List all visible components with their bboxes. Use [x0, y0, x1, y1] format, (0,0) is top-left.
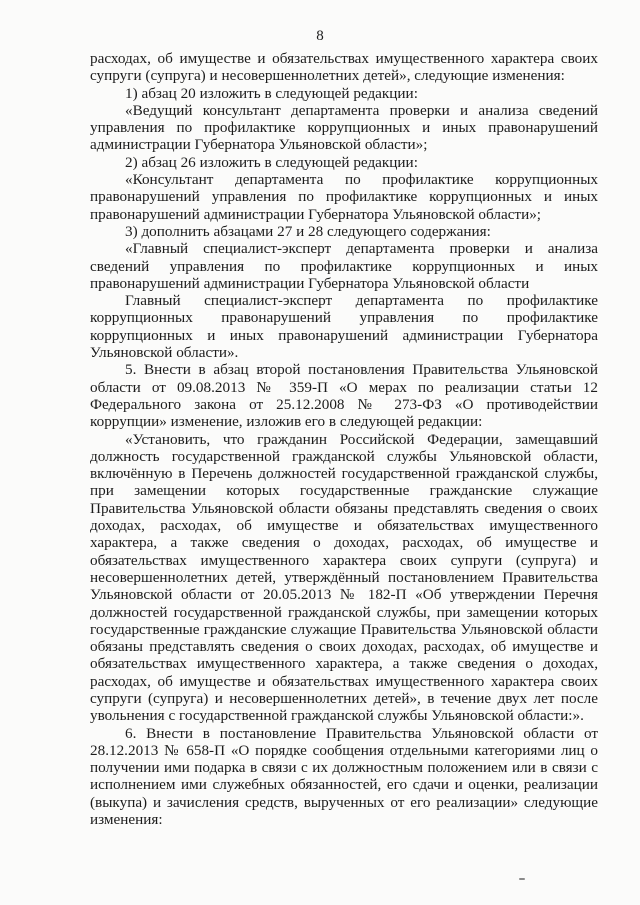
paragraph-section-6: 6. Внести в постановление Правительства Ульяновской области от 28.12.2013 № 658-П «О порядке сообщения отдельными категориями лиц о получении ими подарка в связи с их должностным положением или в связи с исполнением ими служебных обязанностей, его сдачи и оценки, реализации (выкупа) и зачисления средств, вырученных от его реализации» следующие изменения:	[90, 724, 598, 829]
paragraph-section-5: 5. Внести в абзац второй постановления Правительства Ульяновской области от 09.08.2013 № 359-П «О мерах по реализации статьи 12 Федерального закона от 25.12.2008 № 273-ФЗ «О противодействии коррупции» изменение, изложив его в следующей редакции:	[90, 361, 598, 431]
paragraph-quote-3b: Главный специалист-эксперт департамента по профилактике коррупционных правонарушений управления по профилактике коррупционных и иных правонарушений администрации Губернатора Ульяновской области».	[90, 292, 598, 362]
scan-speck	[519, 878, 525, 880]
paragraph-item-3: 3) дополнить абзацами 27 и 28 следующего содержания:	[125, 222, 491, 240]
paragraph-item-1: 1) абзац 20 изложить в следующей редакции:	[125, 84, 418, 102]
paragraph-quote-5: «Установить, что гражданин Российской Федерации, замещавший должность государственной гражданской службы Ульяновской области, включённую в Перечень должностей государственной гражданской службы, при замещении которых государственные гражданские служащие Правительства Ульяновской области обязаны представлять сведения о своих доходах, расходах, об имуществе и обязательствах имущественного характера, а также сведения о доходах, расходах, об имуществе и обязательствах имущественного характера своих супруги (супруга) и несовершеннолетних детей, утверждённый постановлением Правительства Ульяновской области от 20.05.2013 № 182-П «Об утверждении Перечня должностей государственной гражданской службы, при замещении которых государственные гражданские служащие Правительства Ульяновской области обязаны представлять сведения о своих доходах, расходах, об имуществе и обязательствах имущественного характера, а также сведения о доходах, расходах, об имуществе и обязательствах имущественного характера своих супруги (супруга) и несовершеннолетних детей», в течение двух лет после увольнения с государственной гражданской службы Ульяновской области:».	[90, 430, 598, 725]
paragraph-quote-2: «Консультант департамента по профилактике коррупционных правонарушений управления по профилактике коррупционных и иных правонарушений администрации Губернатора Ульяновской области»;	[90, 171, 598, 223]
paragraph-continuation: расходах, об имуществе и обязательствах имущественного характера своих супруги (супруга) и несовершеннолетних детей», следующие изменения:	[90, 50, 598, 85]
document-body	[90, 50, 598, 828]
paragraph-item-2: 2) абзац 26 изложить в следующей редакции:	[125, 153, 418, 171]
paragraph-quote-3a: «Главный специалист-эксперт департамента проверки и анализа сведений управления по профилактике коррупционных и иных правонарушений администрации Губернатора Ульяновской области	[90, 240, 598, 292]
paragraph-quote-1: «Ведущий консультант департамента проверки и анализа сведений управления по профилактике коррупционных и иных правонарушений администрации Губернатора Ульяновской области»;	[90, 101, 598, 154]
page-number: 8	[316, 28, 324, 44]
